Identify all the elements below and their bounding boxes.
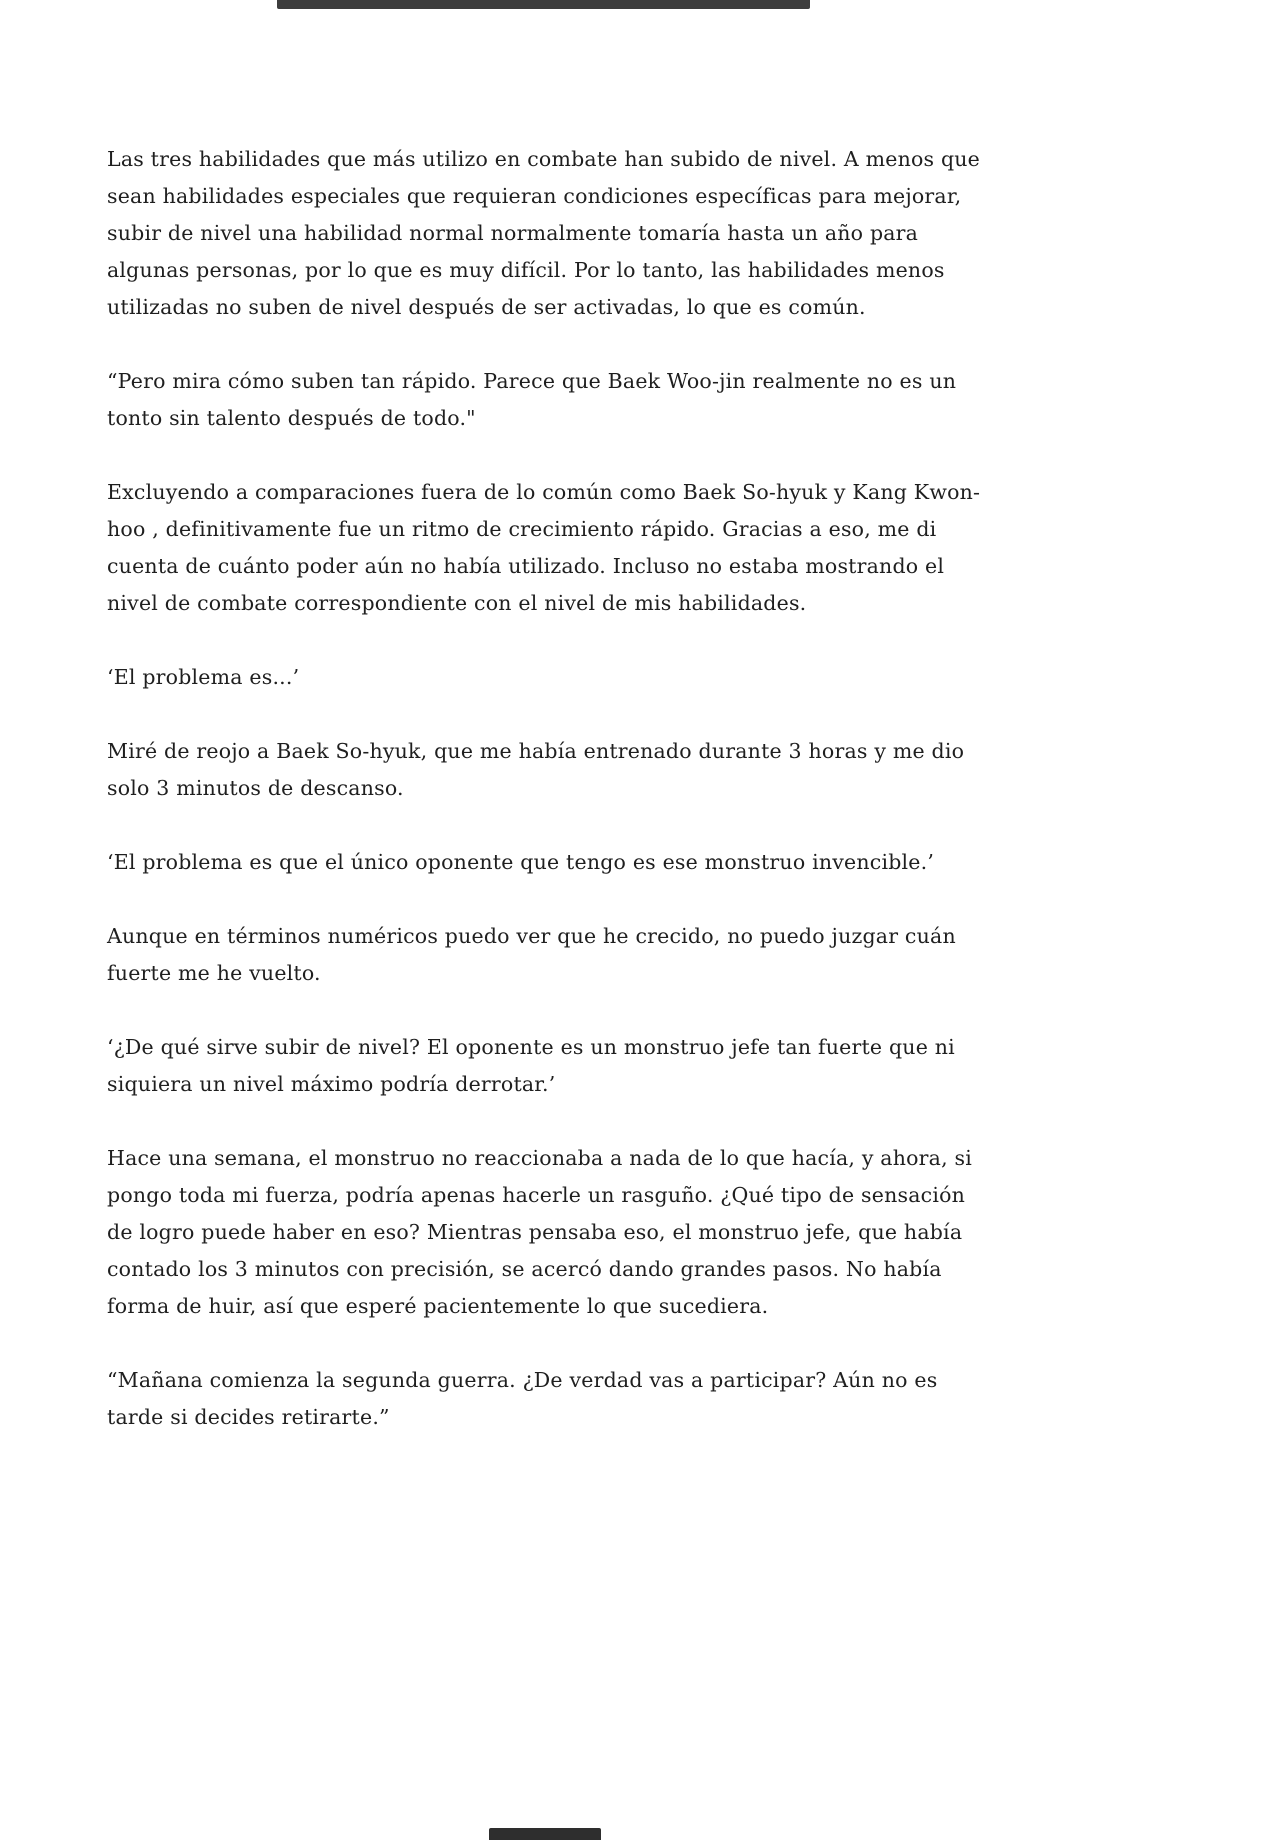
paragraph-narration: Las tres habilidades que más utilizo en combate han subido de nivel. A menos que sean habilidades especiales que requieran condiciones específicas para mejorar, subir de nivel una habilidad normal normalmente tomaría hasta un año para algunas personas, por lo que es muy difícil. Por lo tanto, las habilidades menos utilizadas no suben de nivel después de ser activadas, lo que es común. <box>107 147 981 319</box>
top-banner-remnant <box>277 0 810 9</box>
paragraph-dialogue: “Pero mira cómo suben tan rápido. Parece que Baek Woo-jin realmente no es un tonto sin talento después de todo." <box>107 369 957 430</box>
paragraph-inner-thought: ‘El problema es...’ <box>107 665 300 689</box>
chapter-text-body <box>107 141 982 1473</box>
paragraph-dialogue: “Mañana comienza la segunda guerra. ¿De verdad vas a participar? Aún no es tarde si decides retirarte.” <box>107 1368 938 1429</box>
paragraph-inner-thought: ‘El problema es que el único oponente que tengo es ese monstruo invencible.’ <box>107 850 935 874</box>
paragraph-narration: Miré de reojo a Baek So-hyuk, que me había entrenado durante 3 horas y me dio solo 3 minutos de descanso. <box>107 739 965 800</box>
paragraph-inner-thought: ‘¿De qué sirve subir de nivel? El oponente es un monstruo jefe tan fuerte que ni siquiera un nivel máximo podría derrotar.’ <box>107 1035 955 1096</box>
paragraph-narration: Aunque en términos numéricos puedo ver que he crecido, no puedo juzgar cuán fuerte me he vuelto. <box>107 924 956 985</box>
bottom-banner-remnant <box>489 1828 601 1840</box>
paragraph-narration: Excluyendo a comparaciones fuera de lo común como Baek So-hyuk y Kang Kwon-hoo , definitivamente fue un ritmo de crecimiento rápido. Gracias a eso, me di cuenta de cuánto poder aún no había utilizado. Incluso no estaba mostrando el nivel de combate correspondiente con el nivel de mis habilidades. <box>107 480 981 615</box>
paragraph-narration: Hace una semana, el monstruo no reaccionaba a nada de lo que hacía, y ahora, si pongo toda mi fuerza, podría apenas hacerle un rasguño. ¿Qué tipo de sensación de logro puede haber en eso? Mientras pensaba eso, el monstruo jefe, que había contado los 3 minutos con precisión, se acercó dando grandes pasos. No había forma de huir, así que esperé pacientemente lo que sucediera. <box>107 1146 973 1318</box>
